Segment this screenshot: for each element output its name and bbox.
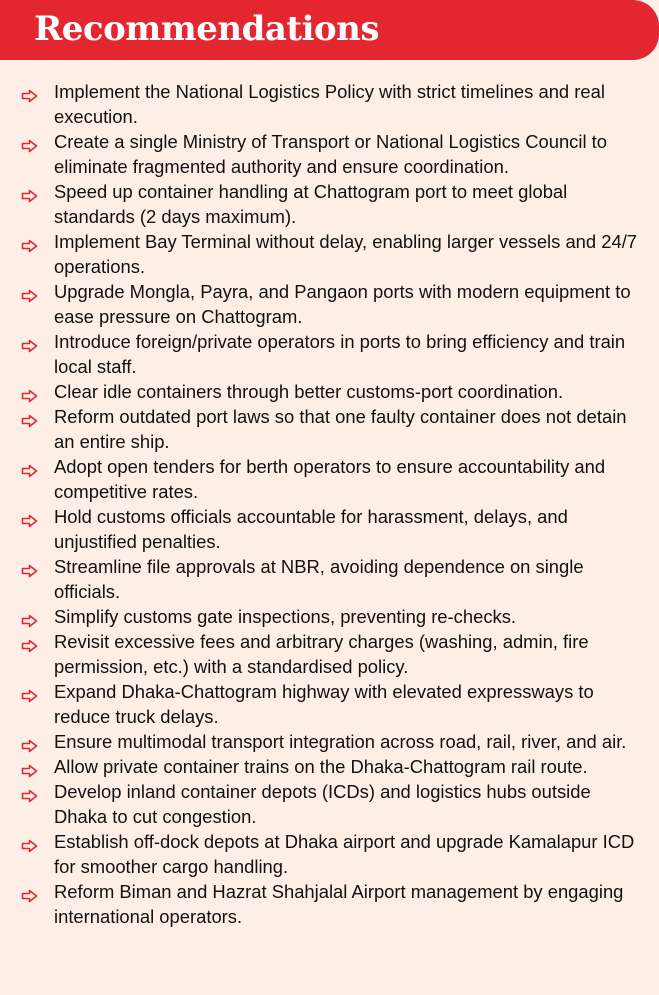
list-item bbox=[0, 229, 659, 279]
list-item-text: Establish off-dock depots at Dhaka airport and upgrade Kamalapur ICD for smoother cargo handling. bbox=[54, 831, 635, 877]
list-item bbox=[0, 604, 659, 629]
list-item-text: Expand Dhaka-Chattogram highway with elevated expressways to reduce truck delays. bbox=[54, 681, 594, 727]
page-title: Recommendations bbox=[34, 9, 380, 49]
list-item-text: Revisit excessive fees and arbitrary charges (washing, admin, fire permission, etc.) with a standardised policy. bbox=[54, 631, 589, 677]
list-item bbox=[0, 729, 659, 754]
arrow-right-icon bbox=[21, 884, 38, 898]
list-item-text: Reform outdated port laws so that one faulty container does not detain an entire ship. bbox=[54, 406, 627, 452]
arrow-right-icon bbox=[21, 384, 38, 398]
arrow-right-icon bbox=[21, 559, 38, 573]
list-item-text: Ensure multimodal transport integration across road, rail, river, and air. bbox=[54, 731, 627, 752]
list-item-text: Allow private container trains on the Dhaka-Chattogram rail route. bbox=[54, 756, 588, 777]
recommendations-list bbox=[0, 79, 659, 929]
list-item bbox=[0, 754, 659, 779]
arrow-right-icon bbox=[21, 409, 38, 423]
list-item bbox=[0, 454, 659, 504]
list-item-text: Adopt open tenders for berth operators to ensure accountability and competitive rates. bbox=[54, 456, 606, 502]
list-item-text: Develop inland container depots (ICDs) and logistics hubs outside Dhaka to cut congestion. bbox=[54, 781, 591, 827]
arrow-right-icon bbox=[21, 634, 38, 648]
arrow-right-icon bbox=[21, 459, 38, 473]
list-item bbox=[0, 379, 659, 404]
list-item-text: Reform Biman and Hazrat Shahjalal Airport management by engaging international operators. bbox=[54, 881, 624, 927]
arrow-right-icon bbox=[21, 134, 38, 148]
arrow-right-icon bbox=[21, 609, 38, 623]
list-item bbox=[0, 129, 659, 179]
arrow-right-icon bbox=[21, 184, 38, 198]
list-item bbox=[0, 404, 659, 454]
list-item-text: Speed up container handling at Chattogram port to meet global standards (2 days maximum). bbox=[54, 181, 568, 227]
list-item-text: Create a single Ministry of Transport or National Logistics Council to eliminate fragmented authority and ensure coordination. bbox=[54, 131, 607, 177]
list-item-text: Simplify customs gate inspections, preventing re-checks. bbox=[54, 606, 517, 627]
list-item-text: Implement the National Logistics Policy with strict timelines and real execution. bbox=[54, 81, 605, 127]
list-item bbox=[0, 279, 659, 329]
arrow-right-icon bbox=[21, 784, 38, 798]
arrow-right-icon bbox=[21, 334, 38, 348]
list-item bbox=[0, 329, 659, 379]
list-item bbox=[0, 829, 659, 879]
list-item-text: Hold customs officials accountable for harassment, delays, and unjustified penalties. bbox=[54, 506, 568, 552]
list-item bbox=[0, 879, 659, 929]
list-item bbox=[0, 679, 659, 729]
header-banner bbox=[0, 0, 659, 60]
arrow-right-icon bbox=[21, 734, 38, 748]
list-item-text: Introduce foreign/private operators in ports to bring efficiency and train local staff. bbox=[54, 331, 626, 377]
list-item-text: Implement Bay Terminal without delay, enabling larger vessels and 24/7 operations. bbox=[54, 231, 638, 277]
arrow-right-icon bbox=[21, 84, 38, 98]
arrow-right-icon bbox=[21, 509, 38, 523]
arrow-right-icon bbox=[21, 834, 38, 848]
list-item-text: Streamline file approvals at NBR, avoiding dependence on single officials. bbox=[54, 556, 584, 602]
arrow-right-icon bbox=[21, 234, 38, 248]
arrow-right-icon bbox=[21, 759, 38, 773]
list-item-text: Clear idle containers through better customs-port coordination. bbox=[54, 381, 564, 402]
arrow-right-icon bbox=[21, 284, 38, 298]
list-item bbox=[0, 629, 659, 679]
list-item bbox=[0, 79, 659, 129]
list-item bbox=[0, 554, 659, 604]
list-item bbox=[0, 779, 659, 829]
list-item-text: Upgrade Mongla, Payra, and Pangaon ports with modern equipment to ease pressure on Chattogram. bbox=[54, 281, 631, 327]
list-item bbox=[0, 504, 659, 554]
arrow-right-icon bbox=[21, 684, 38, 698]
list-item bbox=[0, 179, 659, 229]
